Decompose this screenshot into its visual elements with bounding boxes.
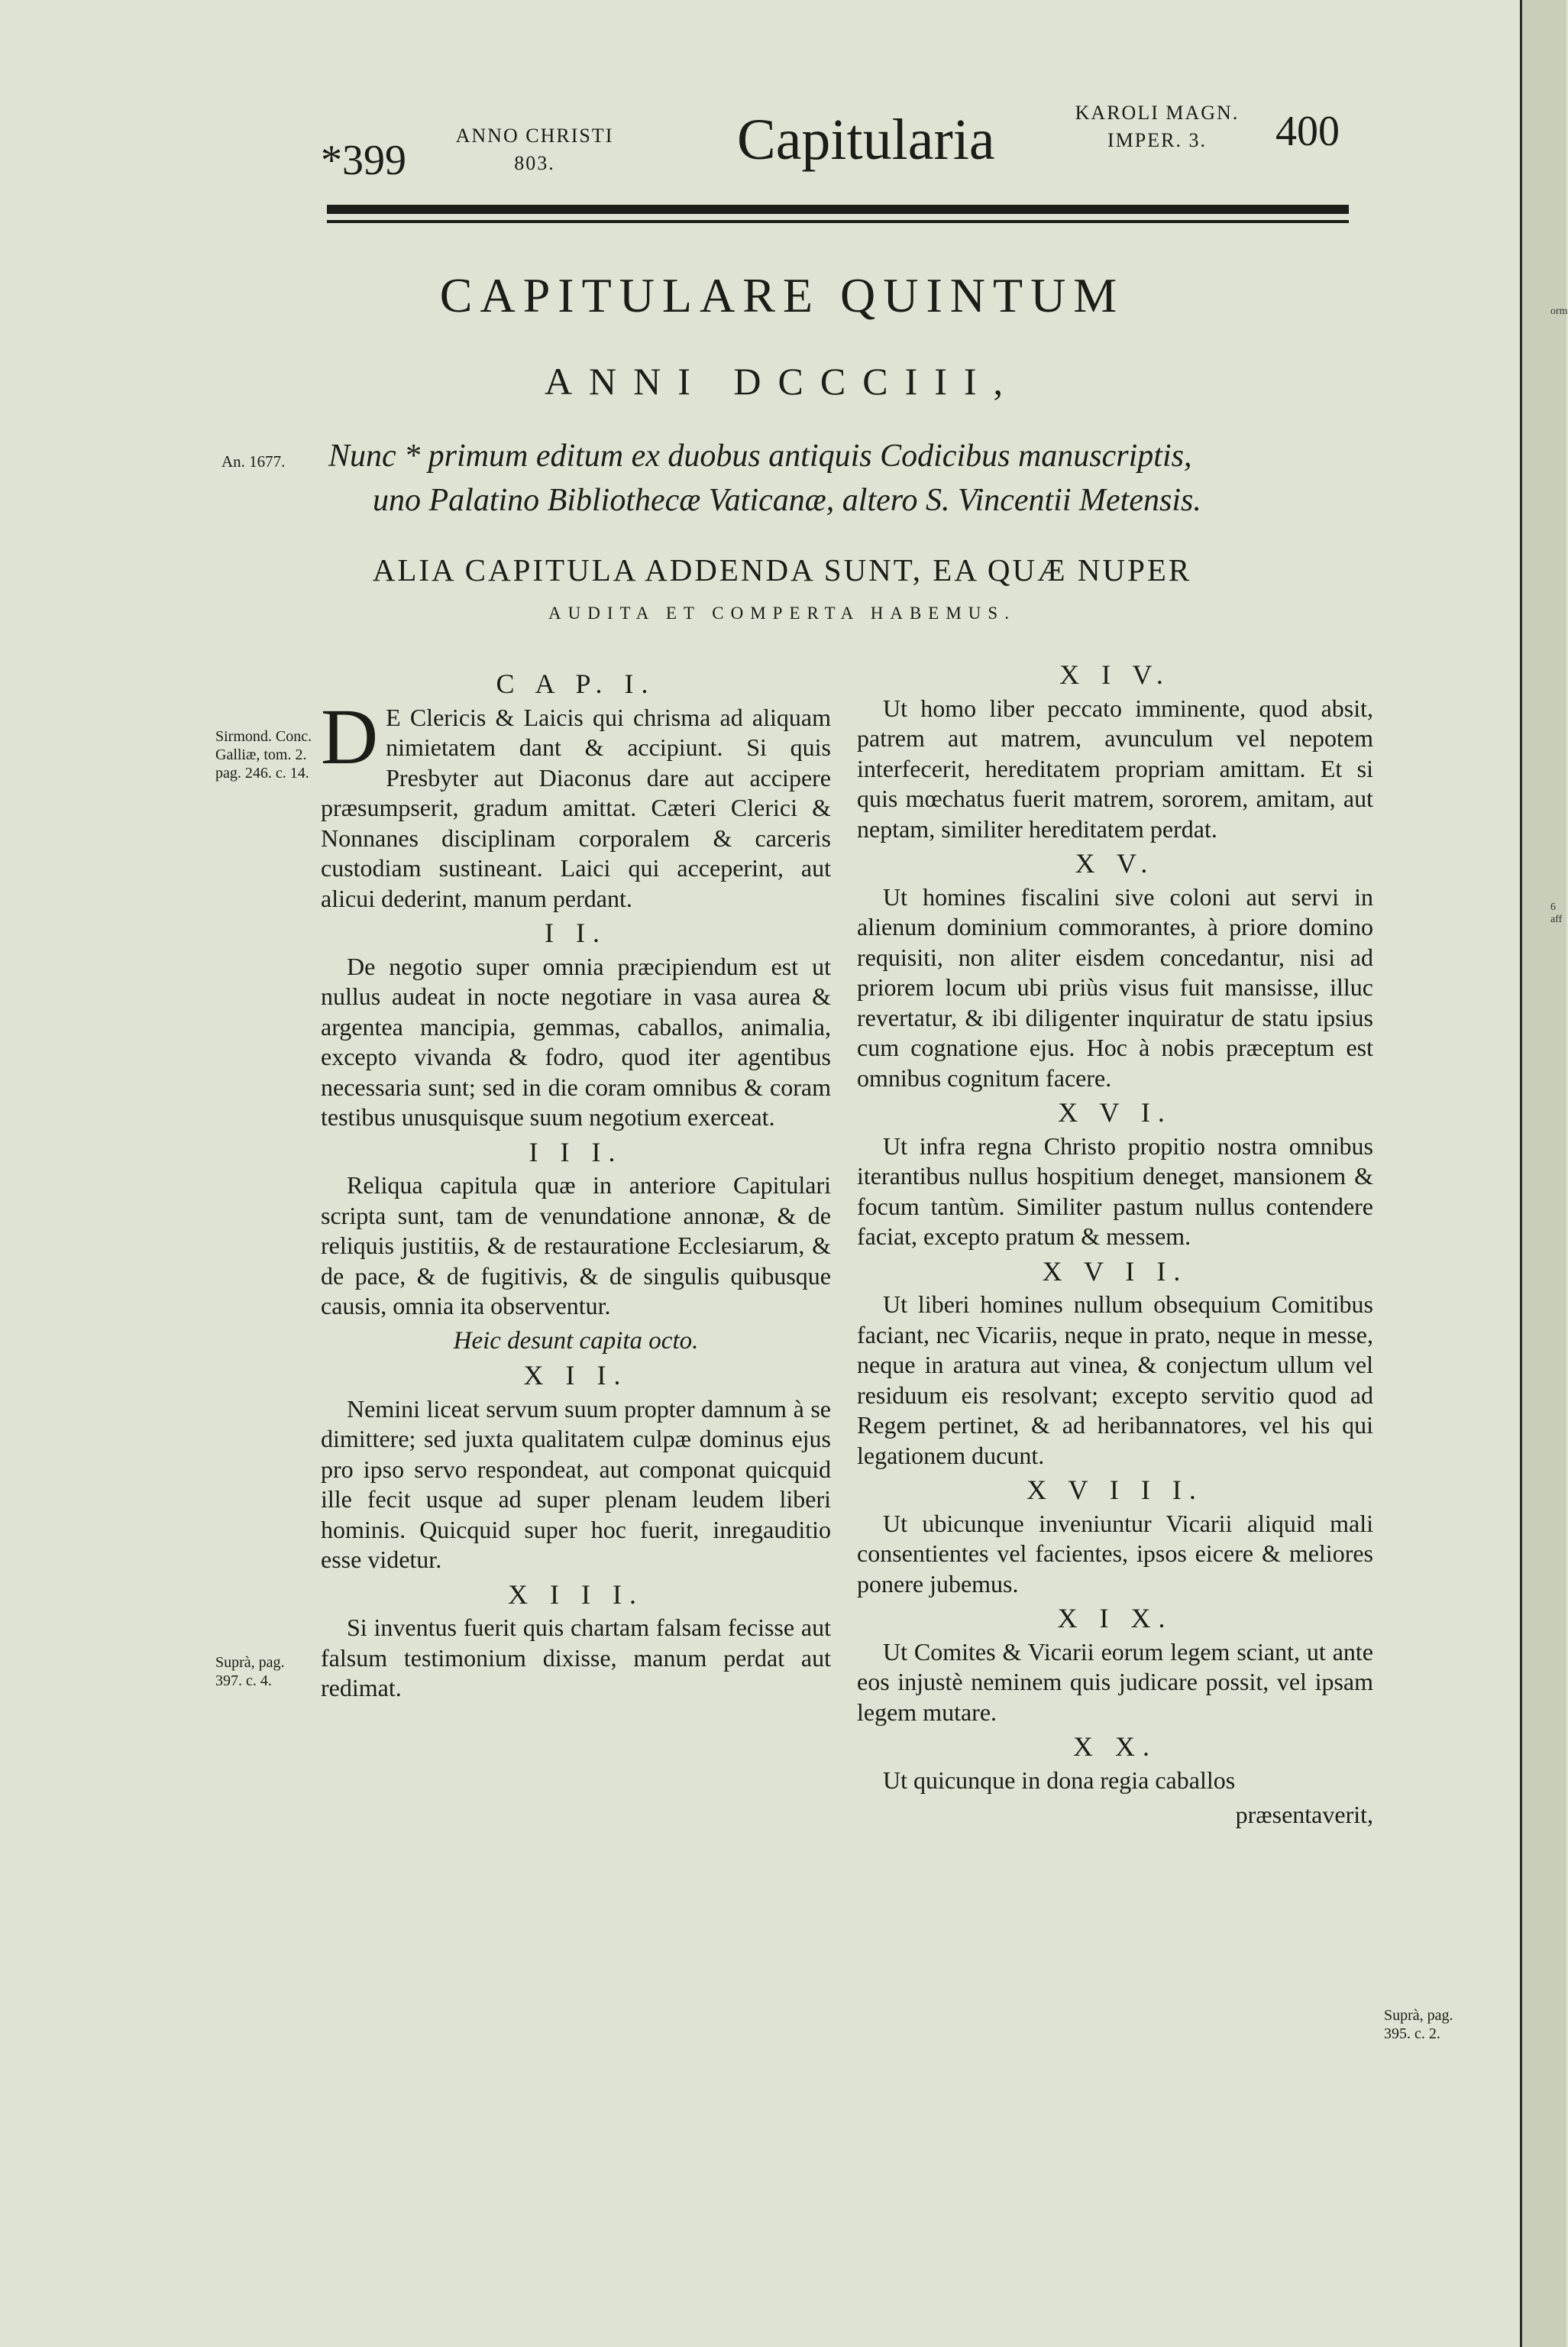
- chapter-text: Nemini liceat servum suum propter damnum à se dimittere; sed juxta qualitatem culpæ dominus ejus pro ipso servo respondeat, aut componat quicquid ille fecit usque ad super plenam leudem liberi hominis. Quicquid super hoc fuerit, inregauditio esse videtur.: [321, 1394, 831, 1573]
- year-line-1: ANNO CHRISTI: [455, 125, 614, 147]
- chapter-text: Ut homo liber peccato imminente, quod absit, patrem aut matrem, avunculum vel nepotem interfecerit, hereditatem propriam amittam. Et si quis mœchatus fuerit matrem, sororem, amitam, aut neptam, similiter hereditatem perdat.: [857, 694, 1373, 843]
- chapter-text: Ut infra regna Christo propitio nostra omnibus iterantibus nullus hospitium deneget, mansionem & focum tantùm. Similiter pastum nullus contendere faciat, excepto pratum & messem.: [857, 1131, 1373, 1250]
- chapter-text-body: E Clericis & Laicis qui chrisma ad aliquam nimietatem dant & accipiunt. Si quis Presbyter aut Diaconus dare aut accipere præsumpserit, gradum amittat. Cæteri Clerici & Nonnanes disciplinam corporalem & carceris custodiam sustineant. Laici qui acceperint, aut alicui dederint, manum perdant.: [321, 703, 831, 912]
- chapter-heading: X I X.: [1057, 1603, 1173, 1633]
- chapter-text: Reliqua capitula quæ in anteriore Capitulari scripta sunt, tam de venundatione annonæ, & de reliquis justitiis, & de restauratione Ecclesiarum, & de pace, & de fugitivis, & de singulis quibusque causis, omnia ita observentur.: [321, 1171, 831, 1319]
- adjacent-page-edge: [1520, 0, 1566, 2347]
- chapter-text: Si inventus fuerit quis chartam falsam fecisse aut falsum testimonium dixisse, manum perdat aut redimat.: [321, 1614, 831, 1701]
- right-column: [857, 656, 1373, 1831]
- reign-heading: [1054, 99, 1260, 154]
- header-rule-thin: [327, 220, 1349, 223]
- chapter-text: Ut liberi homines nullum obsequium Comitibus faciant, nec Vicariis, neque in prato, neque in messe, neque in aratura aut vinea, & conjectum ullum vel residuum eis resolvant; excepto servitio quod ad Regem pertinet, & ad heribannatores, vel his qui legationem ducunt.: [857, 1290, 1373, 1469]
- header-rule-thick: [327, 205, 1349, 214]
- running-title: Capitularia: [737, 108, 995, 172]
- intro-line-1: Nunc * primum editum ex duobus antiquis Codicibus manuscriptis,: [328, 439, 1192, 474]
- intro-margin-note: An. 1677.: [221, 452, 286, 471]
- lacuna-note: Heic desunt capita octo.: [453, 1326, 699, 1355]
- chapter-heading: I I I.: [529, 1136, 623, 1167]
- chapter-heading: X I I I.: [508, 1578, 644, 1610]
- drop-cap: D: [321, 692, 379, 781]
- year-line-2: 803.: [514, 152, 555, 174]
- alia-subheading: AUDITA ET COMPERTA HABEMUS.: [548, 604, 1016, 623]
- chapter-heading: X V I I I.: [1026, 1475, 1204, 1505]
- chapter-text: Ut homines fiscalini sive coloni aut servi in alienum dominium commorantes, à priore domino requisiti, non aliter eisdem concedantur, nisi ad priorem locum ubi priùs visus fuit mansisse, illuc revertatur, & ibi diligenter inquiratur de statu ipsius cum cognatione ejus. Hoc à nobis præceptum est omnibus cognitum facere.: [857, 882, 1373, 1092]
- right-page-number: 400: [1275, 108, 1340, 155]
- main-title: CAPITULARE QUINTUM: [439, 268, 1125, 322]
- chapter-heading: C A P. I.: [496, 668, 656, 699]
- left-page-number: *399: [321, 137, 406, 184]
- chapter-text: [321, 692, 831, 915]
- chapter-heading: X V I I.: [1042, 1255, 1188, 1287]
- margin-note-supra-left: Suprà, pag. 397. c. 4.: [215, 1654, 285, 1689]
- chapter-heading: X I I.: [523, 1360, 629, 1390]
- intro-paragraph: [328, 434, 1398, 523]
- chapter-heading: X V I.: [1058, 1097, 1172, 1128]
- margin-note-supra-right: Suprà, pag. 395. c. 2.: [1384, 2007, 1453, 2042]
- alia-heading: ALIA CAPITULA ADDENDA SUNT, EA QUÆ NUPER: [372, 552, 1192, 588]
- edge-fragment: 6 aff: [1550, 902, 1563, 925]
- chapter-heading: X V.: [1075, 848, 1156, 879]
- reign-line-2: IMPER. 3.: [1107, 129, 1207, 151]
- chapter-text: Ut quicunque in dona regia caballos: [883, 1766, 1236, 1794]
- chapter-text: Ut Comites & Vicarii eorum legem sciant, ut ante eos injustè neminem quis judicare possit, vel ipsam legem mutare.: [857, 1637, 1373, 1726]
- intro-line-2: uno Palatino Bibliothecæ Vaticanæ, altero S. Vincentii Metensis.: [373, 483, 1201, 518]
- edge-fragment: orm: [1550, 306, 1568, 317]
- margin-note-sirmond: Sirmond. Conc. Galliæ, tom. 2. pag. 246. c. 14.: [215, 728, 312, 782]
- chapter-heading: X I V.: [1059, 659, 1171, 690]
- reign-line-1: KAROLI MAGN.: [1075, 102, 1240, 124]
- year-title: ANNI DCCCIII,: [544, 360, 1020, 403]
- chapter-text: Ut ubicunque inveniuntur Vicarii aliquid mali consentientes vel facientes, ipsos eicere & meliores ponere jubemus.: [857, 1509, 1373, 1598]
- catchword: præsentaverit,: [1235, 1801, 1373, 1828]
- chapter-text: De negotio super omnia præcipiendum est ut nullus audeat in nocte negotiare in vasa aurea & argentea mancipia, gemmas, caballos, animalia, excepto vivanda & fodro, quod iter agentibus necessaria sunt; sed in die coram omnibus & coram testibus unusquisque suum negotium exerceat.: [321, 952, 831, 1131]
- left-column: [321, 665, 831, 1708]
- chapter-heading: I I.: [545, 918, 607, 948]
- year-heading: [435, 122, 634, 177]
- chapter-heading: X X.: [1073, 1731, 1157, 1762]
